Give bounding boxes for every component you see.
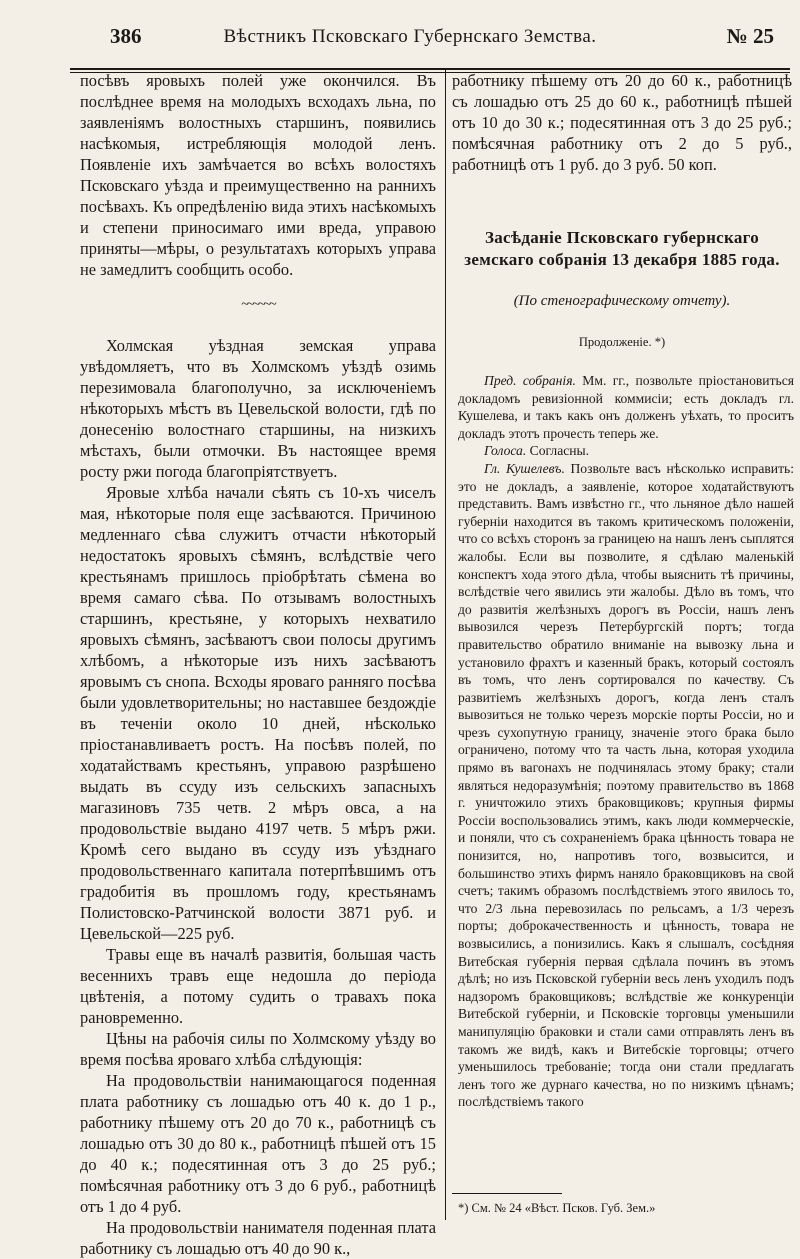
paragraph-spring-sowing: Яровые хлѣба начали сѣять съ 10-хъ чиселъ мая, нѣкоторые поля еще засѣваются. Причиною медленнаго сѣва служитъ отчасти нѣкоторый недостатокъ яровыхъ сѣмянъ, вслѣдствіе чего крестьянамъ пришлось пріобрѣтать сѣмена во время самаго сѣва. По отзывамъ волостныхъ старшинъ, крестьяне, у которыхъ нехватило яровыхъ сѣмянъ, засѣваютъ свои полосы другимъ хлѣбомъ, а нѣкоторые изъ нихъ засѣваютъ яровымъ съ снопа. Всходы яроваго ранняго посѣва были удовлетворительны; но наставшее бездождіе въ теченіи около 10 дней, нѣсколько пріостанавливаетъ ростъ. На посѣвъ полей, по ходатайствамъ крестьянъ, управою разрѣшено выдать въ ссуду изъ сельскихъ запасныхъ магазиновъ 735 четв. 2 мѣръ овса, а на продовольствіе выдано 4197 четв. 5 мѣръ ржи. Кромѣ сего выдано въ ссуду изъ уѣзднаго продовольственнаго капитала потерпѣвшимъ отъ градобитія въ прошломъ году, крестьянамъ Полистовско-Ратчинской волости 3871 руб. и Цевельской—225 руб. [80,483,436,943]
paragraph-flax-insects: посѣвъ яровыхъ полей уже окончился. Въ послѣднее время на молодыхъ всходахъ льна, по заявленіямъ волостныхъ старшинъ, появились насѣкомыя, истребляющія молодой ленъ. Появленіе ихъ замѣчается во всѣхъ волостяхъ Псковскаго уѣзда и преимущественно на раннихъ посѣвахъ. Къ опредѣленію вида этихъ насѣкомыхъ и степени приносимаго ими вреда, управою приняты—мѣры, о результатахъ которыхъ управа не замедлитъ сообщить особо. [80,71,436,279]
continuation-note: Продолженіе. *) [578,335,666,349]
right-column-transcript [458,372,794,1111]
speaker-name: Гл. Кушелевъ. [484,460,565,476]
issue-number: № 25 [726,24,774,48]
paragraph-labor-prices-intro: Цѣны на рабочія силы по Холмскому уѣзду во время посѣва яроваго хлѣба слѣдующія: [80,1029,436,1069]
paragraph-labor-prices-employer: На продовольствіи нанимателя поденная плата работнику съ лошадью отъ 40 до 90 к., [80,1218,436,1258]
speech-chairman [458,372,794,442]
right-column-top [452,70,792,353]
speaker-name: Пред. собранія. [484,373,576,388]
footnote-rule [452,1193,562,1194]
section-subtitle: (По стенографическому отчету). [513,293,731,309]
section-separator: ~~~~~~ [241,297,275,312]
speaker-name: Голоса. [484,443,527,459]
paragraph-labor-prices-hirer: На продовольствіи нанимающагося поденная плата работнику съ лошадью отъ 40 к. до 1 р., работнику пѣшему отъ 20 до 70 к., работницѣ съ лошадью отъ 30 до 80 к., работницѣ пѣшей отъ 15 до 40 к.; подесятинная отъ 3 до 25 руб.; помѣсячная работнику отъ 3 до 6 руб., работницѣ отъ 1 до 4 руб. [80,1071,436,1216]
speech-text: Позвольте васъ нѣсколько исправить: это не докладъ, а заявленіе, которое ходатайствуютъ представить. Вамъ извѣстно гг., что льняное дѣло нашей губерніи находится въ такомъ критическомъ положеніи, что со всѣхъ сторонъ за границею на нашъ ленъ сыплятся жалобы. Если вы позволите, я сдѣлаю маленькій конспектъ хода этого дѣла, чтобы выяснить тѣ причины, вслѣдствіе чего явились эти жалобы. Дѣло въ томъ, что до развитія желѣзныхъ дорогъ въ Россіи, нашъ ленъ вывозился черезъ Петербургскій портъ; тогда правительство обратило вниманіе на вывозку льна и установило фрахтъ и казенный бракъ, который состоялъ въ томъ, что ленъ сортировался по качеству. Съ развитіемъ желѣзныхъ дорогъ, когда ленъ сталъ вывозиться не только черезъ морскіе порты Россіи, но и чрезъ сухопутную границу, значеніе этого брака было ограничено, потому что та часть льна, которая уходила прямо въ вагонахъ не подчинялась этому браку; стали являться недоразумѣнія; поэтому правительство въ 1868 г. уничтожило этихъ браковщиковъ; крупныя фирмы Россіи воспользовались этимъ, какъ люди коммерческіе, и поняли, что съ сохраненіемъ брака цѣнность товара не понизится, но, напротивъ того, возвысится, и большинство этихъ фирмъ наняло браковщиковъ на свой счетъ; такимъ образомъ послѣдствіемъ этого явилось то, что 2/3 льна перевозилась по рельсамъ, а 1/3 черезъ порты; доброкачественность и цѣнность, товара не возвысились, а понизились. Какъ я слышалъ, сосѣдняя Витебская губернія первая сдѣлала починъ въ этомъ дѣлѣ; но изъ Псковской губерніи весь ленъ уходилъ подъ надзоромъ браковщиковъ; вслѣдствіе же конкуренціи Витебской губерніи, и Псковскіе торговцы уменьшили манипуляцію браковки и стали сами отправлять ленъ въ такомъ же видѣ, какъ и Витебскіе торговцы; отчего уменьшилось требованіе; тогда они стали предлагать ленъ того же дурнаго качества, но по низкимъ цѣнамъ; послѣдствіемъ такого [458,460,794,1110]
paragraph-labor-prices-cont: работнику пѣшему отъ 20 до 60 к., работницѣ съ лошадью отъ 25 до 60 к., работницѣ пѣшей отъ 10 до 30 к.; подесятинная отъ 3 до 25 руб.; помѣсячная работнику отъ 2 до 5 руб., работницѣ отъ 1 руб. до 3 руб. 50 коп. [452,71,792,174]
speech-voices [458,442,794,460]
left-column [80,70,436,1259]
speech-text: Согласны. [526,443,590,459]
page-header [40,24,780,60]
speech-kushelev [458,460,794,1111]
paragraph-kholm-report: Холмская уѣздная земская управа увѣдомляетъ, что въ Холмскомъ уѣздѣ озимь перезимовала благополучно, за исключеніемъ нѣкоторыхъ мѣстъ въ Цевельской волости, гдѣ по донесенію волостнаго старшины, на низкихъ мѣстахъ, были отмочки. Въ настоящее время росту ржи погода благопріятствуетъ. [80,336,436,481]
paragraph-grasses: Травы еще въ началѣ развитія, большая часть весеннихъ травъ еще недошла до періода цвѣтенія, а потому судить о травахъ пока рановременно. [80,945,436,1027]
column-divider [445,70,446,1220]
page-number: 386 [110,24,142,48]
journal-title: Вѣстникъ Псковскаго Губернскаго Земства. [223,26,597,47]
section-title: Засѣданіе Псковскаго губернскаго земскаго собранія 13 декабря 1885 года. [464,228,780,269]
speech-text: Мм. гг., позвольте пріостановиться докладомъ ревизіонной коммисіи; есть докладъ гл. Кушелева, и такъ какъ онъ долженъ уѣхать, то проситъ докладъ этотъ прочесть теперь же. [458,373,794,441]
footnote: *) См. № 24 «Вѣст. Псков. Губ. Зем.» [458,1201,656,1215]
